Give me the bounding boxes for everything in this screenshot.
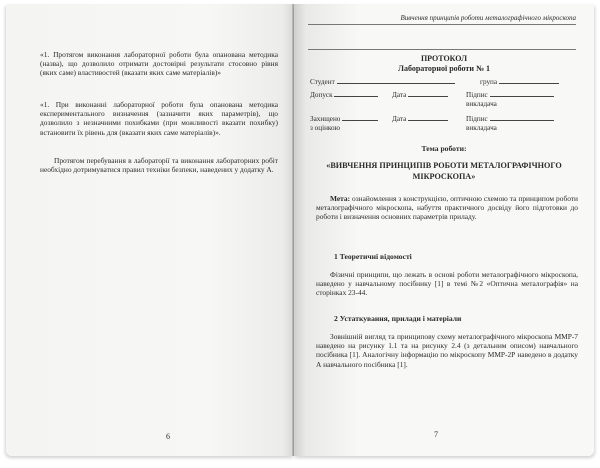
teacher-label-2: викладача (466, 124, 497, 132)
goal-text: ознайомлення з конструкцією, оптичною схемою та принципом роботи металографічного мікроскопа, набуття практичного досвіду його підготовки до роботи і визначення основних параметрів приладу. (316, 194, 578, 222)
goal-label: Мета: (330, 194, 351, 203)
group-label: група (480, 78, 498, 86)
date-field-1 (408, 90, 448, 97)
left-page-number: 6 (166, 432, 170, 441)
topic-label: Тема роботи: (421, 144, 467, 153)
running-header: Вивчення принципів роботи металографічного мікроскопа (308, 14, 576, 25)
left-paragraph-1: «1. Протягом виконання лабораторної роботи була опанована методика (назва), що дозволило отримати достовірні результати стосовно рівня (яких саме) властивостей (вказати яких саме матеріалів)» (40, 50, 278, 78)
section-2-text: Зовнішній вигляд та принципову схему металографічного мікроскопа ММР-7 наведено на рисунку 1.1 та на рисунку 2.4 (з детальним описом) навчального посібника [1]. Аналогічну інформацію по мікроскопу ММР-2Р наведено в додатку А навчального посібника [1]. (316, 332, 578, 369)
form-admitted-row (310, 90, 378, 100)
protocol-title: ПРОТОКОЛ (420, 54, 468, 63)
defended-label: Захищено (310, 115, 341, 123)
form-student-row (310, 77, 455, 87)
defended-field (342, 114, 378, 121)
signature-label-1: Підпис (466, 91, 488, 99)
form-date-row-2 (392, 114, 448, 124)
group-field (499, 77, 559, 84)
signature-field-2 (490, 114, 554, 121)
student-field (337, 77, 455, 84)
date-field-2 (408, 114, 448, 121)
right-page-number: 7 (434, 430, 438, 439)
date-label-2: Дата (392, 115, 407, 123)
left-paragraph-2: «1. При виконанні лабораторної роботи була опанована методика експериментального визначення (зазначити яких параметрів), що дозволило з незначними похибками (при можливості вказати похибку) встановити їх рівень для (вказати яких саме матеріалів)». (40, 100, 278, 137)
right-page (294, 4, 594, 456)
date-label-1: Дата (392, 91, 407, 99)
section-2-title: 2 Устаткування, прилади і матеріали (334, 314, 462, 323)
form-group-row (480, 77, 559, 87)
section-1-title: 1 Теоретичні відомості (334, 252, 412, 261)
left-paragraph-3: Протягом перебування в лабораторії та виконання лабораторних робіт необхідно дотримуватися правил техніки безпеки, наведених у додатку А. (40, 156, 278, 175)
signature-field-1 (490, 90, 554, 97)
student-label: Студент (310, 78, 335, 86)
left-page (6, 4, 294, 456)
admitted-label: Допуск (310, 91, 333, 99)
admitted-field (334, 90, 378, 97)
topic-title (314, 160, 574, 182)
with-grade-label: з оцінкою (310, 124, 341, 132)
topic-title-line-1: «ВИВЧЕННЯ ПРИНЦИПІВ РОБОТИ МЕТАЛОГРАФІЧНОГО (326, 161, 562, 170)
protocol-subtitle: Лабораторної роботи № 1 (397, 64, 491, 73)
topic-title-line-2: МІКРОСКОПА» (412, 172, 476, 181)
protocol-divider (308, 49, 576, 50)
form-signature-row-2 (466, 114, 554, 124)
goal-paragraph (316, 194, 578, 222)
form-date-row-1 (392, 90, 448, 100)
booklet-spread (6, 4, 594, 462)
signature-label-2: Підпис (466, 115, 488, 123)
teacher-label-1: викладача (466, 100, 497, 108)
section-1-text: Фізичні принципи, що лежать в основі роботи металографічного мікроскопа, наведено у навчальному посібнику [1] в темі №2 «Оптична металографія» на сторінках 23-44. (316, 270, 578, 298)
form-signature-row-1 (466, 90, 554, 100)
form-defended-row (310, 114, 378, 124)
protocol-heading (294, 54, 594, 74)
